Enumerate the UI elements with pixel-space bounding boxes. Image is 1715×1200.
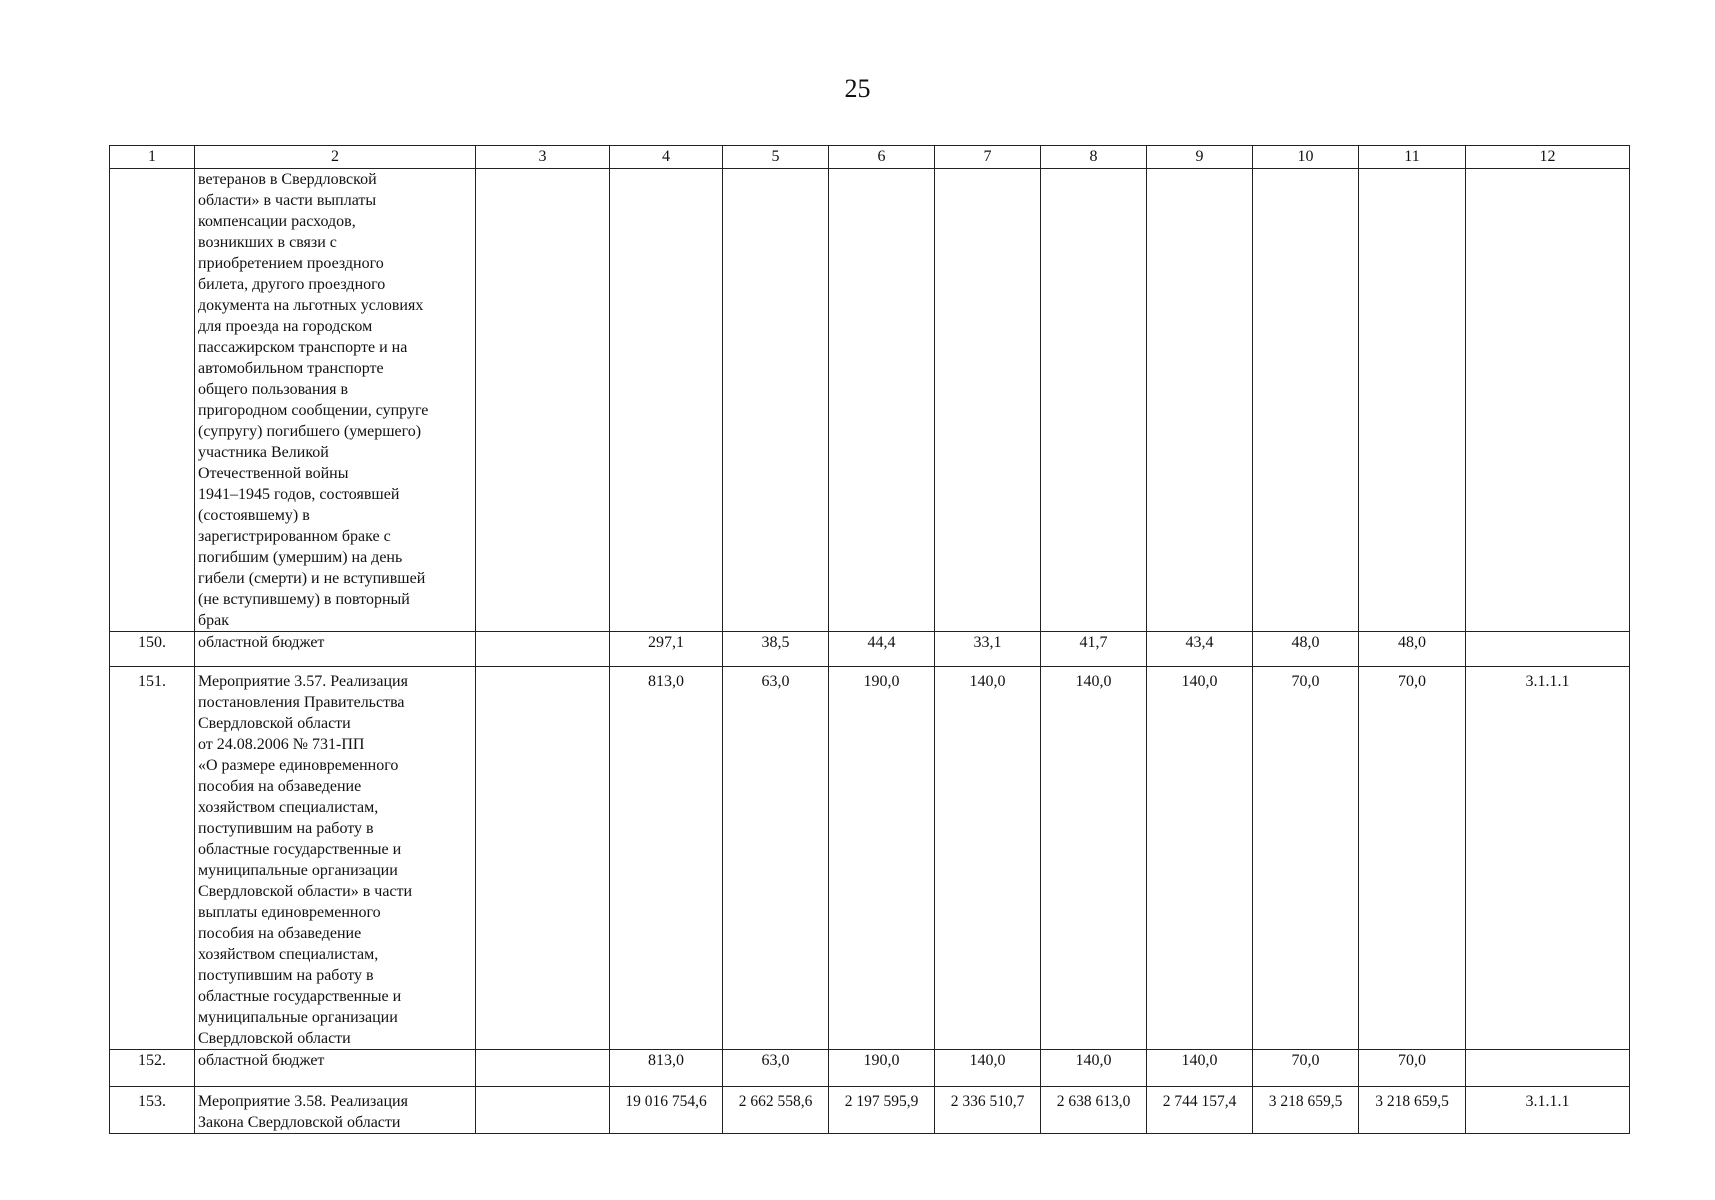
column-header: 12 — [1466, 146, 1630, 169]
row-number: 153. — [110, 1087, 195, 1134]
row-value: 41,7 — [1041, 632, 1147, 667]
row-description: областной бюджет — [195, 1050, 476, 1087]
column-header: 10 — [1253, 146, 1359, 169]
table-row — [110, 169, 1630, 632]
header-row — [110, 146, 1630, 169]
row-value: 44,4 — [829, 632, 935, 667]
row-value: 33,1 — [935, 632, 1041, 667]
row-value: 190,0 — [829, 1050, 935, 1087]
column-header: 1 — [110, 146, 195, 169]
row-number: 152. — [110, 1050, 195, 1087]
row-value: 2 662 558,6 — [723, 1087, 829, 1134]
row-value: 140,0 — [1147, 667, 1253, 1050]
row-number: 150. — [110, 632, 195, 667]
row-value: 140,0 — [1041, 1050, 1147, 1087]
row-value: 70,0 — [1359, 1050, 1466, 1087]
column-header: 5 — [723, 146, 829, 169]
row-value: 48,0 — [1253, 632, 1359, 667]
row-value: 43,4 — [1147, 632, 1253, 667]
row-number: 151. — [110, 667, 195, 1050]
row-description: ветеранов в Свердловской области» в части выплаты компенсации расходов, возникших в связи с приобретением проездного билета, другого проездного документа на льготных условиях для проезда на городском пассажирском транспорте и на автомобильном транспорте общего пользования в пригородном сообщении, супруге (супругу) погибшего (умершего) участника Великой Отечественной войны 1941–1945 годов, состоявшей (состоявшему) в зарегистрированном браке с погибшим (умершим) на день гибели (смерти) и не вступившей (не вступившему) в повторный брак — [195, 169, 476, 632]
row-cell-3 — [476, 1050, 610, 1087]
row-cell-3 — [476, 1087, 610, 1134]
row-value — [610, 169, 723, 632]
row-value — [1147, 169, 1253, 632]
row-description: Мероприятие 3.57. Реализация постановления Правительства Свердловской области от 24.08.2006 № 731-ПП «О размере единовременного пособия на обзаведение хозяйством специалистам, поступившим на работу в областные государственные и муниципальные организации Свердловской области» в части выплаты единовременного пособия на обзаведение хозяйством специалистам, поступившим на работу в областные государственные и муниципальные организации Свердловской области — [195, 667, 476, 1050]
column-header: 8 — [1041, 146, 1147, 169]
row-value: 2 336 510,7 — [935, 1087, 1041, 1134]
row-value — [935, 169, 1041, 632]
row-value: 140,0 — [935, 667, 1041, 1050]
row-value — [1253, 169, 1359, 632]
column-header: 9 — [1147, 146, 1253, 169]
row-value: 297,1 — [610, 632, 723, 667]
row-value: 813,0 — [610, 667, 723, 1050]
row-number — [110, 169, 195, 632]
column-header: 4 — [610, 146, 723, 169]
row-code — [1466, 169, 1630, 632]
table-row — [110, 1050, 1630, 1087]
row-value: 70,0 — [1253, 667, 1359, 1050]
table-row — [110, 667, 1630, 1050]
row-value: 70,0 — [1359, 667, 1466, 1050]
row-value: 63,0 — [723, 1050, 829, 1087]
page-number: 25 — [844, 74, 871, 103]
row-value: 140,0 — [1147, 1050, 1253, 1087]
row-value — [829, 169, 935, 632]
row-value — [1041, 169, 1147, 632]
table-row — [110, 1087, 1630, 1134]
row-value: 48,0 — [1359, 632, 1466, 667]
column-header: 7 — [935, 146, 1041, 169]
row-description: областной бюджет — [195, 632, 476, 667]
row-value: 813,0 — [610, 1050, 723, 1087]
row-value: 38,5 — [723, 632, 829, 667]
table-row — [110, 632, 1630, 667]
row-value: 3 218 659,5 — [1359, 1087, 1466, 1134]
row-value: 190,0 — [829, 667, 935, 1050]
row-value: 140,0 — [1041, 667, 1147, 1050]
row-value: 2 197 595,9 — [829, 1087, 935, 1134]
row-value: 3 218 659,5 — [1253, 1087, 1359, 1134]
row-code — [1466, 632, 1630, 667]
column-header: 2 — [195, 146, 476, 169]
row-code — [1466, 1050, 1630, 1087]
row-value: 140,0 — [935, 1050, 1041, 1087]
row-value: 2 638 613,0 — [1041, 1087, 1147, 1134]
row-description: Мероприятие 3.58. Реализация Закона Свердловской области — [195, 1087, 476, 1134]
row-code: 3.1.1.1 — [1466, 667, 1630, 1050]
budget-table — [109, 145, 1630, 1134]
row-code: 3.1.1.1 — [1466, 1087, 1630, 1134]
column-header: 6 — [829, 146, 935, 169]
column-header: 3 — [476, 146, 610, 169]
row-value: 63,0 — [723, 667, 829, 1050]
row-value — [723, 169, 829, 632]
row-cell-3 — [476, 632, 610, 667]
row-value — [1359, 169, 1466, 632]
row-value: 2 744 157,4 — [1147, 1087, 1253, 1134]
row-value: 70,0 — [1253, 1050, 1359, 1087]
row-cell-3 — [476, 169, 610, 632]
row-cell-3 — [476, 667, 610, 1050]
row-value: 19 016 754,6 — [610, 1087, 723, 1134]
column-header: 11 — [1359, 146, 1466, 169]
